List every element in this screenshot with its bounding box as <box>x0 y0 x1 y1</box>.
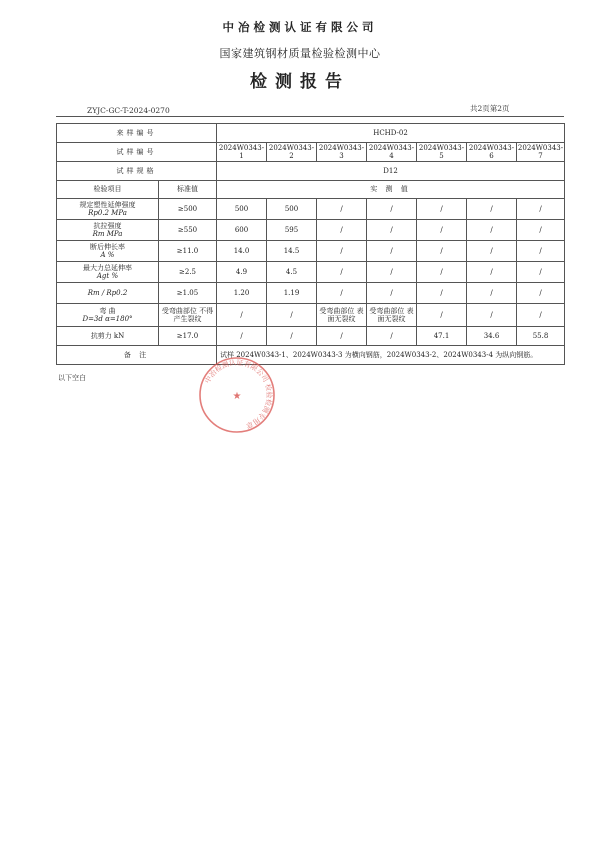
row-value: / <box>217 304 267 327</box>
row-value: / <box>317 199 367 220</box>
row-value: / <box>517 283 565 304</box>
row-value: 14.0 <box>217 241 267 262</box>
row-value: 47.1 <box>417 327 467 346</box>
row-value: 1.19 <box>267 283 317 304</box>
row-value: / <box>517 262 565 283</box>
row-value: / <box>467 283 517 304</box>
row-value: / <box>417 220 467 241</box>
row-value: / <box>217 327 267 346</box>
row-standard: 受弯曲部位 不得产生裂纹 <box>159 304 217 327</box>
row-value: / <box>317 262 367 283</box>
row-standard: ≥11.0 <box>159 241 217 262</box>
specimen-id: 2024W0343-7 <box>517 143 564 160</box>
row-value: 4.9 <box>217 262 267 283</box>
row-value: / <box>267 304 317 327</box>
specimen-id: 2024W0343-5 <box>417 143 467 162</box>
row-item: 抗拉强度 Rm MPa <box>57 220 159 241</box>
row-item: 最大力总延伸率 Agt % <box>57 262 159 283</box>
row-value: / <box>417 283 467 304</box>
col-header-standard: 标准值 <box>159 181 217 199</box>
center-name: 国家建筑钢材质量检验检测中心 <box>219 47 381 60</box>
row-value: / <box>367 241 417 262</box>
remarks-row <box>57 346 565 365</box>
spec-row <box>57 162 565 181</box>
row-value: / <box>517 220 565 241</box>
specimen-id: 2024W0343-6 <box>467 143 517 162</box>
row-value: 500 <box>267 199 317 220</box>
row-standard: ≥2.5 <box>159 262 217 283</box>
row-value: / <box>467 199 517 220</box>
row-value: 55.8 <box>517 327 565 346</box>
row-item: Rm / Rp0.2 <box>57 283 159 304</box>
row-value: / <box>367 283 417 304</box>
spec-value: D12 <box>217 162 565 181</box>
table-row <box>57 241 565 262</box>
row-value: / <box>367 327 417 346</box>
page-info: 共2页第2页 <box>470 104 510 113</box>
row-value: / <box>517 199 565 220</box>
specimen-id: 2024W0343-3 <box>317 143 367 162</box>
specimen-number-label: 试样编号 <box>57 143 217 162</box>
row-value: 500 <box>217 199 267 220</box>
row-value: / <box>417 304 467 327</box>
row-value: 34.6 <box>467 327 517 346</box>
row-value: / <box>367 220 417 241</box>
header-divider <box>56 116 564 117</box>
row-value: 4.5 <box>267 262 317 283</box>
spec-label: 试样规格 <box>57 162 217 181</box>
row-item: 规定塑性延伸强度 Rp0.2 MPa <box>57 199 159 220</box>
table-row <box>57 199 565 220</box>
row-value: / <box>467 262 517 283</box>
row-item: 断后伸长率 A % <box>57 241 159 262</box>
table-row <box>57 262 565 283</box>
col-header-measured: 实 测 值 <box>217 181 565 199</box>
row-value: / <box>367 199 417 220</box>
row-value: 受弯曲部位 表面无裂纹 <box>367 304 417 327</box>
sample-number-label: 来样编号 <box>57 124 217 143</box>
specimen-id: 2024W0343-1 <box>217 143 267 162</box>
row-value: 600 <box>217 220 267 241</box>
sample-number-row <box>57 124 565 143</box>
column-header-row <box>57 181 565 199</box>
row-value: / <box>417 199 467 220</box>
row-value: 595 <box>267 220 317 241</box>
row-standard: ≥550 <box>159 220 217 241</box>
row-value: / <box>367 262 417 283</box>
row-value: / <box>467 220 517 241</box>
report-title: 检测报告 <box>250 72 350 92</box>
row-standard: ≥1.05 <box>159 283 217 304</box>
remarks-label: 备 注 <box>57 346 217 365</box>
row-value: 14.5 <box>267 241 317 262</box>
svg-text:★: ★ <box>232 391 242 402</box>
official-seal <box>197 355 277 435</box>
row-item: 抗剪力 kN <box>57 327 159 346</box>
specimen-number-row <box>57 143 565 162</box>
blank-below-note: 以下空白 <box>58 374 86 382</box>
specimen-id: 2024W0343-2 <box>267 143 317 162</box>
row-standard: ≥500 <box>159 199 217 220</box>
table-row <box>57 327 565 346</box>
row-value: / <box>467 241 517 262</box>
row-value: / <box>317 283 367 304</box>
row-value: / <box>317 220 367 241</box>
organization-name: 中冶检测认证有限公司 <box>222 20 378 34</box>
test-results-table <box>56 123 565 365</box>
table-row <box>57 283 565 304</box>
col-header-item: 检验项目 <box>57 181 159 199</box>
row-value: / <box>517 304 565 327</box>
row-value: / <box>417 241 467 262</box>
svg-text:中冶检测认证有限公司 检验检测专用章: 中冶检测认证有限公司 检验检测专用章 <box>203 358 274 430</box>
row-value: / <box>417 262 467 283</box>
specimen-id: 2024W0343-4 <box>367 143 417 162</box>
row-value: / <box>317 327 367 346</box>
row-value: 受弯曲部位 表面无裂纹 <box>317 304 367 327</box>
row-value: / <box>317 241 367 262</box>
row-value: / <box>467 304 517 327</box>
table-row <box>57 304 565 327</box>
row-value: 1.20 <box>217 283 267 304</box>
table-row <box>57 220 565 241</box>
row-standard: ≥17.0 <box>159 327 217 346</box>
remarks-text: 试样 2024W0343-1、2024W0343-3 为横向钢筋，2024W0343-2、2024W0343-4 为纵向钢筋。 <box>217 346 565 365</box>
row-value: / <box>267 327 317 346</box>
report-number: ZYJC-GC-T-2024-0270 <box>87 106 170 115</box>
row-value: / <box>517 241 565 262</box>
sample-number-value: HCHD-02 <box>217 124 565 143</box>
row-item: 弯 曲 D=3d α=180° <box>57 304 159 327</box>
